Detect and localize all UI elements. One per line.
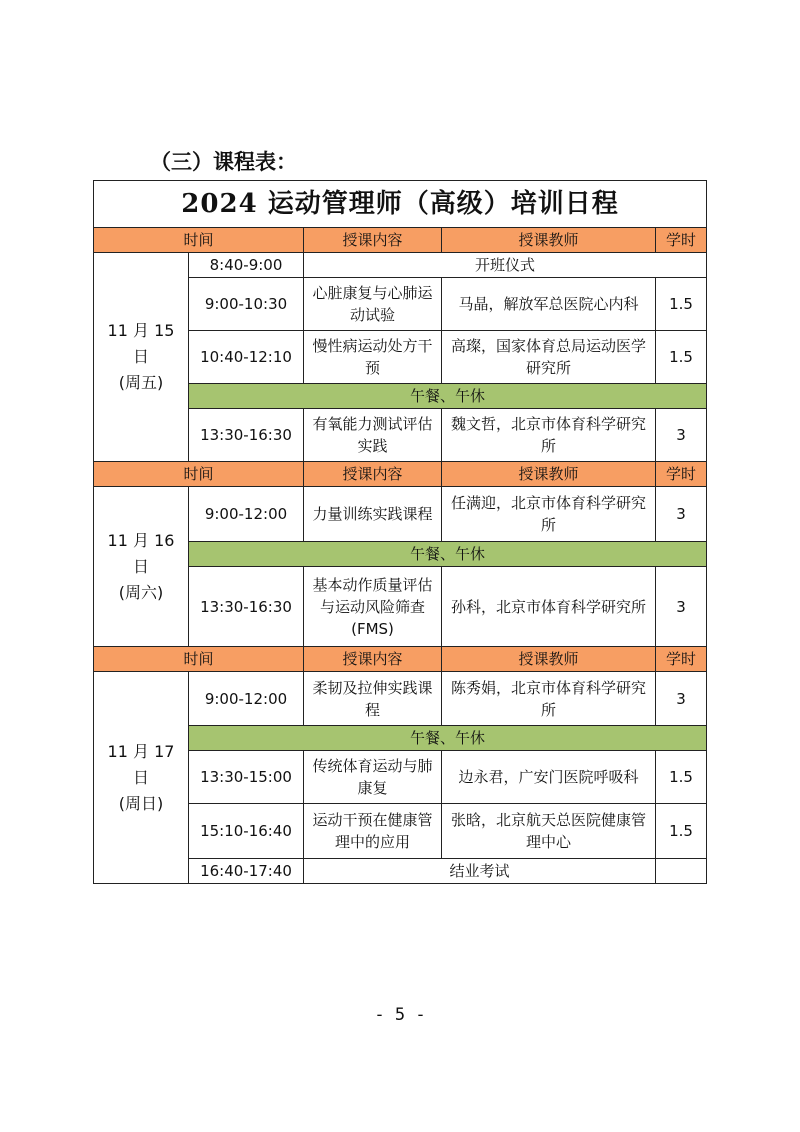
session-teacher: 马晶，解放军总医院心内科 (442, 278, 656, 331)
session-content: 传统体育运动与肺康复 (304, 751, 442, 804)
schedule-title: 2024 运动管理师（高级）培训日程 (94, 181, 707, 228)
session-time: 16:40-17:40 (189, 859, 304, 884)
session-content: 力量训练实践课程 (304, 487, 442, 542)
session-event: 结业考试 (304, 859, 656, 884)
session-content: 柔韧及拉伸实践课程 (304, 672, 442, 726)
header-hours: 学时 (656, 462, 707, 487)
session-time: 13:30-16:30 (189, 409, 304, 462)
day-date-cell (94, 253, 189, 462)
session-hours: 1.5 (656, 804, 707, 859)
session-time: 13:30-15:00 (189, 751, 304, 804)
header-content: 授课内容 (304, 228, 442, 253)
session-event: 开班仪式 (304, 253, 707, 278)
session-teacher: 边永君，广安门医院呼吸科 (442, 751, 656, 804)
header-teacher: 授课教师 (442, 462, 656, 487)
header-teacher: 授课教师 (442, 647, 656, 672)
session-hours: 3 (656, 487, 707, 542)
header-content: 授课内容 (304, 647, 442, 672)
session-content: 基本动作质量评估与运动风险筛查(FMS) (304, 567, 442, 647)
session-time: 8:40-9:00 (189, 253, 304, 278)
page-number: - 5 - (374, 1005, 426, 1025)
column-header-row (94, 228, 707, 253)
day-date: 11 月 16 日 (107, 530, 175, 576)
session-hours: 3 (656, 409, 707, 462)
schedule-table (93, 180, 707, 884)
session-content: 心脏康复与心肺运动试验 (304, 278, 442, 331)
header-teacher: 授课教师 (442, 228, 656, 253)
header-time: 时间 (94, 647, 304, 672)
section-heading: （三）课程表： (150, 149, 297, 174)
day-date-cell (94, 672, 189, 884)
header-hours: 学时 (656, 647, 707, 672)
session-hours: 1.5 (656, 751, 707, 804)
header-time: 时间 (94, 462, 304, 487)
session-content: 有氧能力测试评估实践 (304, 409, 442, 462)
table-row (94, 672, 707, 726)
session-hours (656, 859, 707, 884)
day-weekday: (周日) (118, 793, 164, 813)
session-hours: 1.5 (656, 278, 707, 331)
session-teacher: 任满迎，北京市体育科学研究所 (442, 487, 656, 542)
session-time: 15:10-16:40 (189, 804, 304, 859)
session-time: 10:40-12:10 (189, 331, 304, 384)
session-content: 运动干预在健康管理中的应用 (304, 804, 442, 859)
table-row (94, 487, 707, 542)
session-hours: 3 (656, 672, 707, 726)
lunch-break: 午餐、午休 (189, 384, 707, 409)
day-weekday: (周五) (118, 373, 164, 392)
session-teacher: 魏文哲，北京市体育科学研究所 (442, 409, 656, 462)
day-date-cell (94, 487, 189, 647)
session-content: 慢性病运动处方干预 (304, 331, 442, 384)
header-hours: 学时 (656, 228, 707, 253)
day-date: 11 月 17 日 (107, 741, 175, 787)
session-time: 9:00-12:00 (189, 487, 304, 542)
session-teacher: 陈秀娟，北京市体育科学研究所 (442, 672, 656, 726)
header-time: 时间 (94, 228, 304, 253)
column-header-row (94, 462, 707, 487)
session-teacher: 孙科，北京市体育科学研究所 (442, 567, 656, 647)
session-time: 9:00-12:00 (189, 672, 304, 726)
header-content: 授课内容 (304, 462, 442, 487)
lunch-break: 午餐、午休 (189, 726, 707, 751)
session-hours: 1.5 (656, 331, 707, 384)
day-weekday: (周六) (118, 582, 164, 602)
session-time: 13:30-16:30 (189, 567, 304, 647)
session-teacher: 高璨，国家体育总局运动医学研究所 (442, 331, 656, 384)
day-date: 11 月 15 日 (107, 321, 175, 366)
column-header-row (94, 647, 707, 672)
session-time: 9:00-10:30 (189, 278, 304, 331)
lunch-break: 午餐、午休 (189, 542, 707, 567)
session-hours: 3 (656, 567, 707, 647)
table-row (94, 253, 707, 278)
session-teacher: 张晗，北京航天总医院健康管理中心 (442, 804, 656, 859)
